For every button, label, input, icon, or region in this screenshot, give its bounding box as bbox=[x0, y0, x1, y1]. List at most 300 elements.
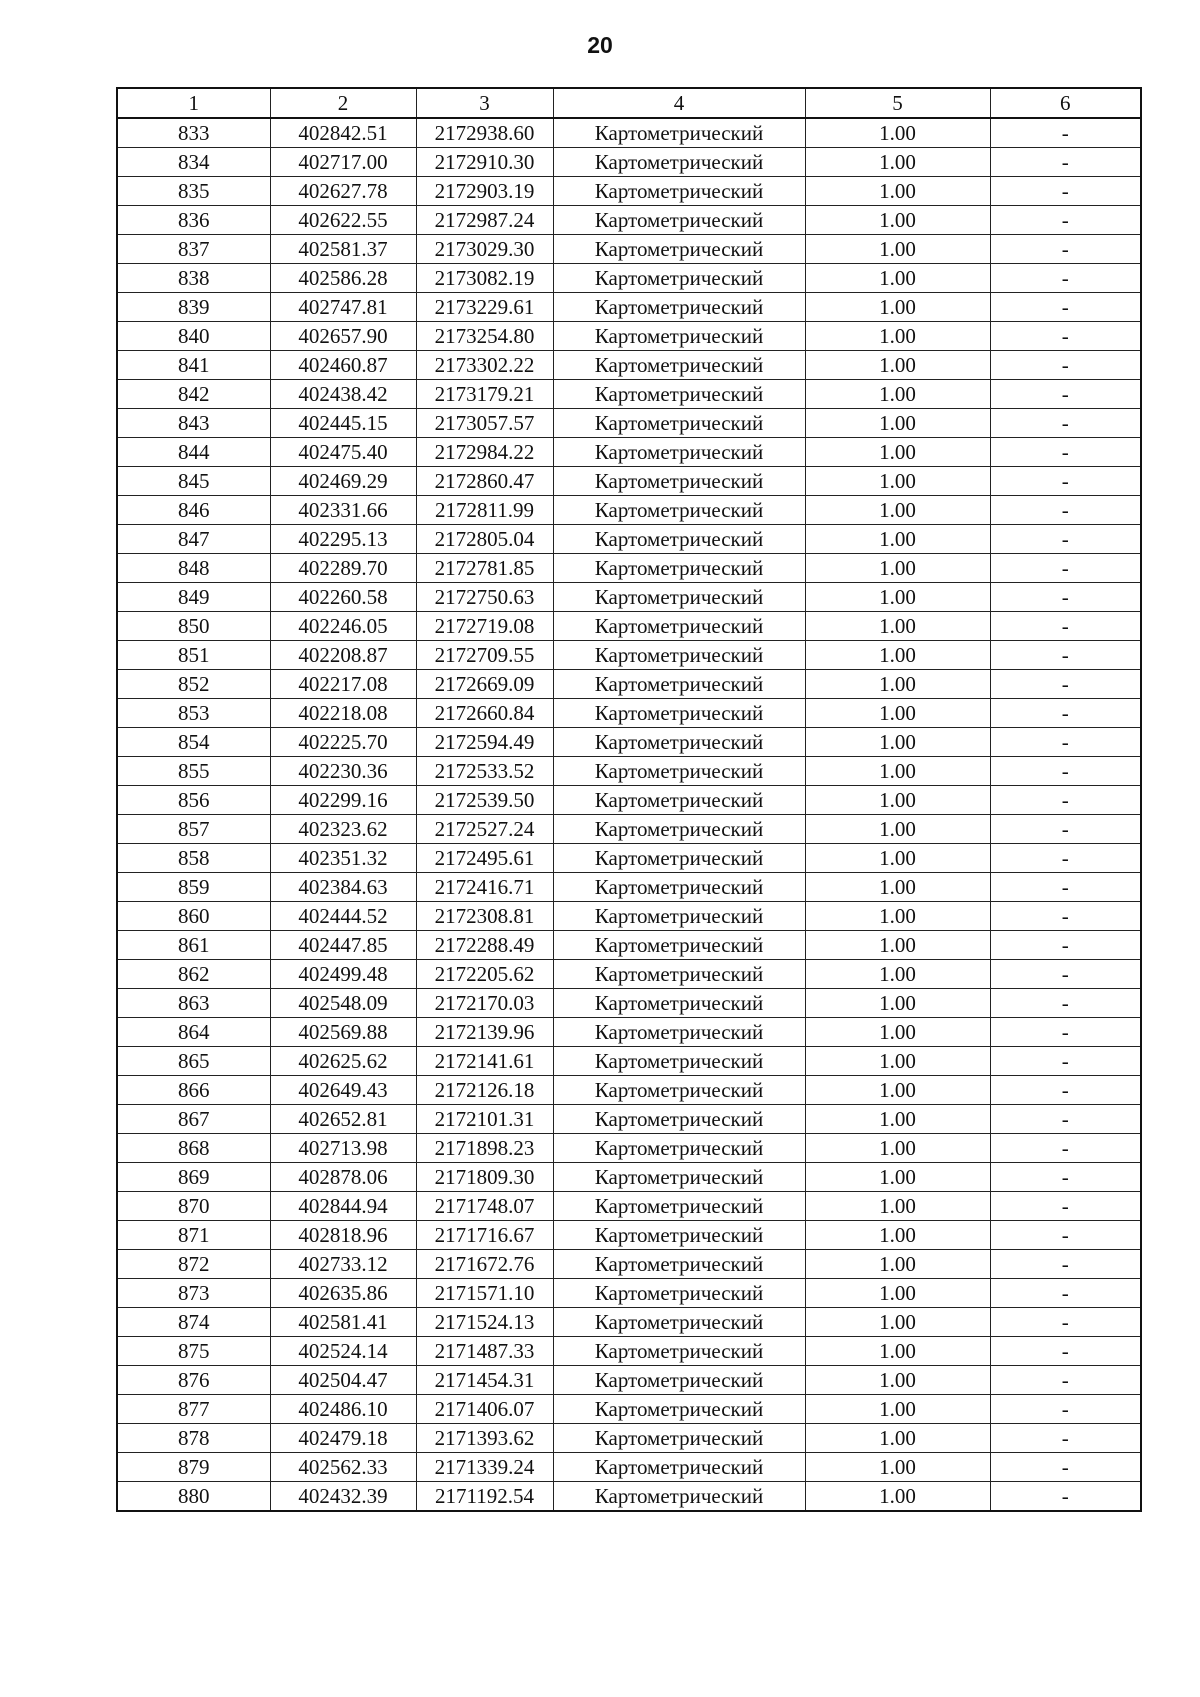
column-header-5: 5 bbox=[805, 88, 990, 118]
method-cell: Картометрический bbox=[553, 1308, 805, 1337]
table-row bbox=[117, 1018, 1141, 1047]
table-row bbox=[117, 844, 1141, 873]
point-number-cell: 849 bbox=[117, 583, 270, 612]
point-number-cell: 834 bbox=[117, 148, 270, 177]
description-cell: - bbox=[990, 322, 1141, 351]
accuracy-cell: 1.00 bbox=[805, 1279, 990, 1308]
point-number-cell: 837 bbox=[117, 235, 270, 264]
point-number-cell: 846 bbox=[117, 496, 270, 525]
point-number-cell: 860 bbox=[117, 902, 270, 931]
y-coordinate-cell: 2172416.71 bbox=[416, 873, 553, 902]
table-row bbox=[117, 786, 1141, 815]
accuracy-cell: 1.00 bbox=[805, 148, 990, 177]
table-row bbox=[117, 612, 1141, 641]
method-cell: Картометрический bbox=[553, 1076, 805, 1105]
x-coordinate-cell: 402747.81 bbox=[270, 293, 416, 322]
description-cell: - bbox=[990, 351, 1141, 380]
point-number-cell: 850 bbox=[117, 612, 270, 641]
table-row bbox=[117, 206, 1141, 235]
x-coordinate-cell: 402842.51 bbox=[270, 118, 416, 148]
x-coordinate-cell: 402548.09 bbox=[270, 989, 416, 1018]
y-coordinate-cell: 2172170.03 bbox=[416, 989, 553, 1018]
point-number-cell: 838 bbox=[117, 264, 270, 293]
x-coordinate-cell: 402323.62 bbox=[270, 815, 416, 844]
point-number-cell: 835 bbox=[117, 177, 270, 206]
accuracy-cell: 1.00 bbox=[805, 1337, 990, 1366]
description-cell: - bbox=[990, 438, 1141, 467]
description-cell: - bbox=[990, 1453, 1141, 1482]
coordinates-table bbox=[116, 87, 1142, 1512]
table-row bbox=[117, 554, 1141, 583]
method-cell: Картометрический bbox=[553, 1424, 805, 1453]
table-row bbox=[117, 1482, 1141, 1512]
table-row bbox=[117, 409, 1141, 438]
description-cell: - bbox=[990, 786, 1141, 815]
point-number-cell: 855 bbox=[117, 757, 270, 786]
description-cell: - bbox=[990, 815, 1141, 844]
description-cell: - bbox=[990, 467, 1141, 496]
x-coordinate-cell: 402432.39 bbox=[270, 1482, 416, 1512]
accuracy-cell: 1.00 bbox=[805, 438, 990, 467]
x-coordinate-cell: 402469.29 bbox=[270, 467, 416, 496]
y-coordinate-cell: 2172903.19 bbox=[416, 177, 553, 206]
accuracy-cell: 1.00 bbox=[805, 1192, 990, 1221]
description-cell: - bbox=[990, 1047, 1141, 1076]
point-number-cell: 839 bbox=[117, 293, 270, 322]
method-cell: Картометрический bbox=[553, 1047, 805, 1076]
table-row bbox=[117, 1424, 1141, 1453]
y-coordinate-cell: 2172984.22 bbox=[416, 438, 553, 467]
accuracy-cell: 1.00 bbox=[805, 1395, 990, 1424]
x-coordinate-cell: 402331.66 bbox=[270, 496, 416, 525]
method-cell: Картометрический bbox=[553, 1250, 805, 1279]
description-cell: - bbox=[990, 293, 1141, 322]
x-coordinate-cell: 402733.12 bbox=[270, 1250, 416, 1279]
x-coordinate-cell: 402447.85 bbox=[270, 931, 416, 960]
y-coordinate-cell: 2171339.24 bbox=[416, 1453, 553, 1482]
description-cell: - bbox=[990, 206, 1141, 235]
table-row bbox=[117, 728, 1141, 757]
method-cell: Картометрический bbox=[553, 931, 805, 960]
description-cell: - bbox=[990, 496, 1141, 525]
point-number-cell: 841 bbox=[117, 351, 270, 380]
description-cell: - bbox=[990, 699, 1141, 728]
point-number-cell: 847 bbox=[117, 525, 270, 554]
x-coordinate-cell: 402818.96 bbox=[270, 1221, 416, 1250]
accuracy-cell: 1.00 bbox=[805, 989, 990, 1018]
method-cell: Картометрический bbox=[553, 380, 805, 409]
y-coordinate-cell: 2171393.62 bbox=[416, 1424, 553, 1453]
table-row bbox=[117, 960, 1141, 989]
method-cell: Картометрический bbox=[553, 815, 805, 844]
table-row bbox=[117, 1105, 1141, 1134]
y-coordinate-cell: 2172539.50 bbox=[416, 786, 553, 815]
y-coordinate-cell: 2172205.62 bbox=[416, 960, 553, 989]
x-coordinate-cell: 402581.37 bbox=[270, 235, 416, 264]
method-cell: Картометрический bbox=[553, 1221, 805, 1250]
x-coordinate-cell: 402581.41 bbox=[270, 1308, 416, 1337]
y-coordinate-cell: 2172533.52 bbox=[416, 757, 553, 786]
accuracy-cell: 1.00 bbox=[805, 931, 990, 960]
table-row bbox=[117, 264, 1141, 293]
table-row bbox=[117, 902, 1141, 931]
table-row bbox=[117, 931, 1141, 960]
accuracy-cell: 1.00 bbox=[805, 757, 990, 786]
x-coordinate-cell: 402652.81 bbox=[270, 1105, 416, 1134]
point-number-cell: 853 bbox=[117, 699, 270, 728]
point-number-cell: 858 bbox=[117, 844, 270, 873]
x-coordinate-cell: 402260.58 bbox=[270, 583, 416, 612]
x-coordinate-cell: 402351.32 bbox=[270, 844, 416, 873]
page-number: 20 bbox=[587, 32, 613, 58]
method-cell: Картометрический bbox=[553, 1279, 805, 1308]
method-cell: Картометрический bbox=[553, 699, 805, 728]
accuracy-cell: 1.00 bbox=[805, 699, 990, 728]
header-row bbox=[117, 88, 1141, 118]
accuracy-cell: 1.00 bbox=[805, 612, 990, 641]
column-header-6: 6 bbox=[990, 88, 1141, 118]
description-cell: - bbox=[990, 728, 1141, 757]
point-number-cell: 879 bbox=[117, 1453, 270, 1482]
point-number-cell: 871 bbox=[117, 1221, 270, 1250]
method-cell: Картометрический bbox=[553, 148, 805, 177]
y-coordinate-cell: 2171487.33 bbox=[416, 1337, 553, 1366]
method-cell: Картометрический bbox=[553, 438, 805, 467]
y-coordinate-cell: 2172719.08 bbox=[416, 612, 553, 641]
description-cell: - bbox=[990, 1279, 1141, 1308]
point-number-cell: 868 bbox=[117, 1134, 270, 1163]
column-header-3: 3 bbox=[416, 88, 553, 118]
accuracy-cell: 1.00 bbox=[805, 815, 990, 844]
accuracy-cell: 1.00 bbox=[805, 583, 990, 612]
point-number-cell: 842 bbox=[117, 380, 270, 409]
table-row bbox=[117, 1453, 1141, 1482]
table-body bbox=[117, 118, 1141, 1511]
point-number-cell: 843 bbox=[117, 409, 270, 438]
description-cell: - bbox=[990, 177, 1141, 206]
point-number-cell: 857 bbox=[117, 815, 270, 844]
method-cell: Картометрический bbox=[553, 1337, 805, 1366]
method-cell: Картометрический bbox=[553, 989, 805, 1018]
accuracy-cell: 1.00 bbox=[805, 1308, 990, 1337]
point-number-cell: 845 bbox=[117, 467, 270, 496]
table-row bbox=[117, 670, 1141, 699]
table-row bbox=[117, 351, 1141, 380]
method-cell: Картометрический bbox=[553, 409, 805, 438]
y-coordinate-cell: 2171192.54 bbox=[416, 1482, 553, 1512]
y-coordinate-cell: 2173179.21 bbox=[416, 380, 553, 409]
y-coordinate-cell: 2173029.30 bbox=[416, 235, 553, 264]
table-row bbox=[117, 293, 1141, 322]
point-number-cell: 840 bbox=[117, 322, 270, 351]
y-coordinate-cell: 2172141.61 bbox=[416, 1047, 553, 1076]
point-number-cell: 833 bbox=[117, 118, 270, 148]
description-cell: - bbox=[990, 1134, 1141, 1163]
point-number-cell: 852 bbox=[117, 670, 270, 699]
y-coordinate-cell: 2173057.57 bbox=[416, 409, 553, 438]
description-cell: - bbox=[990, 1221, 1141, 1250]
method-cell: Картометрический bbox=[553, 118, 805, 148]
table-row bbox=[117, 699, 1141, 728]
point-number-cell: 863 bbox=[117, 989, 270, 1018]
point-number-cell: 880 bbox=[117, 1482, 270, 1512]
point-number-cell: 859 bbox=[117, 873, 270, 902]
description-cell: - bbox=[990, 1018, 1141, 1047]
x-coordinate-cell: 402445.15 bbox=[270, 409, 416, 438]
description-cell: - bbox=[990, 757, 1141, 786]
description-cell: - bbox=[990, 1192, 1141, 1221]
table-row bbox=[117, 873, 1141, 902]
x-coordinate-cell: 402217.08 bbox=[270, 670, 416, 699]
y-coordinate-cell: 2172139.96 bbox=[416, 1018, 553, 1047]
accuracy-cell: 1.00 bbox=[805, 1424, 990, 1453]
y-coordinate-cell: 2171898.23 bbox=[416, 1134, 553, 1163]
x-coordinate-cell: 402486.10 bbox=[270, 1395, 416, 1424]
description-cell: - bbox=[990, 380, 1141, 409]
y-coordinate-cell: 2172750.63 bbox=[416, 583, 553, 612]
accuracy-cell: 1.00 bbox=[805, 1163, 990, 1192]
accuracy-cell: 1.00 bbox=[805, 1047, 990, 1076]
table-row bbox=[117, 1337, 1141, 1366]
description-cell: - bbox=[990, 1076, 1141, 1105]
table-row bbox=[117, 235, 1141, 264]
method-cell: Картометрический bbox=[553, 467, 805, 496]
method-cell: Картометрический bbox=[553, 1482, 805, 1512]
description-cell: - bbox=[990, 1308, 1141, 1337]
table-row bbox=[117, 1366, 1141, 1395]
y-coordinate-cell: 2172660.84 bbox=[416, 699, 553, 728]
method-cell: Картометрический bbox=[553, 728, 805, 757]
description-cell: - bbox=[990, 612, 1141, 641]
y-coordinate-cell: 2171406.07 bbox=[416, 1395, 553, 1424]
method-cell: Картометрический bbox=[553, 351, 805, 380]
point-number-cell: 875 bbox=[117, 1337, 270, 1366]
method-cell: Картометрический bbox=[553, 757, 805, 786]
point-number-cell: 865 bbox=[117, 1047, 270, 1076]
column-header-1: 1 bbox=[117, 88, 270, 118]
table-row bbox=[117, 1192, 1141, 1221]
accuracy-cell: 1.00 bbox=[805, 380, 990, 409]
accuracy-cell: 1.00 bbox=[805, 670, 990, 699]
x-coordinate-cell: 402569.88 bbox=[270, 1018, 416, 1047]
description-cell: - bbox=[990, 554, 1141, 583]
y-coordinate-cell: 2172308.81 bbox=[416, 902, 553, 931]
method-cell: Картометрический bbox=[553, 206, 805, 235]
accuracy-cell: 1.00 bbox=[805, 293, 990, 322]
method-cell: Картометрический bbox=[553, 960, 805, 989]
y-coordinate-cell: 2172527.24 bbox=[416, 815, 553, 844]
description-cell: - bbox=[990, 525, 1141, 554]
method-cell: Картометрический bbox=[553, 844, 805, 873]
accuracy-cell: 1.00 bbox=[805, 1366, 990, 1395]
table-row bbox=[117, 1308, 1141, 1337]
method-cell: Картометрический bbox=[553, 1105, 805, 1134]
accuracy-cell: 1.00 bbox=[805, 1134, 990, 1163]
method-cell: Картометрический bbox=[553, 873, 805, 902]
table-row bbox=[117, 583, 1141, 612]
y-coordinate-cell: 2172495.61 bbox=[416, 844, 553, 873]
accuracy-cell: 1.00 bbox=[805, 409, 990, 438]
accuracy-cell: 1.00 bbox=[805, 1221, 990, 1250]
x-coordinate-cell: 402878.06 bbox=[270, 1163, 416, 1192]
description-cell: - bbox=[990, 873, 1141, 902]
y-coordinate-cell: 2172288.49 bbox=[416, 931, 553, 960]
method-cell: Картометрический bbox=[553, 1134, 805, 1163]
method-cell: Картометрический bbox=[553, 1018, 805, 1047]
description-cell: - bbox=[990, 148, 1141, 177]
accuracy-cell: 1.00 bbox=[805, 467, 990, 496]
y-coordinate-cell: 2172781.85 bbox=[416, 554, 553, 583]
method-cell: Картометрический bbox=[553, 554, 805, 583]
point-number-cell: 836 bbox=[117, 206, 270, 235]
accuracy-cell: 1.00 bbox=[805, 177, 990, 206]
description-cell: - bbox=[990, 118, 1141, 148]
x-coordinate-cell: 402384.63 bbox=[270, 873, 416, 902]
point-number-cell: 869 bbox=[117, 1163, 270, 1192]
point-number-cell: 856 bbox=[117, 786, 270, 815]
y-coordinate-cell: 2172811.99 bbox=[416, 496, 553, 525]
method-cell: Картометрический bbox=[553, 525, 805, 554]
y-coordinate-cell: 2172987.24 bbox=[416, 206, 553, 235]
method-cell: Картометрический bbox=[553, 264, 805, 293]
table-row bbox=[117, 496, 1141, 525]
x-coordinate-cell: 402208.87 bbox=[270, 641, 416, 670]
y-coordinate-cell: 2172669.09 bbox=[416, 670, 553, 699]
description-cell: - bbox=[990, 1163, 1141, 1192]
table-header bbox=[117, 88, 1141, 118]
point-number-cell: 864 bbox=[117, 1018, 270, 1047]
x-coordinate-cell: 402499.48 bbox=[270, 960, 416, 989]
method-cell: Картометрический bbox=[553, 612, 805, 641]
point-number-cell: 854 bbox=[117, 728, 270, 757]
y-coordinate-cell: 2171672.76 bbox=[416, 1250, 553, 1279]
accuracy-cell: 1.00 bbox=[805, 728, 990, 757]
description-cell: - bbox=[990, 264, 1141, 293]
x-coordinate-cell: 402475.40 bbox=[270, 438, 416, 467]
y-coordinate-cell: 2172594.49 bbox=[416, 728, 553, 757]
x-coordinate-cell: 402295.13 bbox=[270, 525, 416, 554]
description-cell: - bbox=[990, 960, 1141, 989]
description-cell: - bbox=[990, 989, 1141, 1018]
y-coordinate-cell: 2171571.10 bbox=[416, 1279, 553, 1308]
table-row bbox=[117, 1250, 1141, 1279]
method-cell: Картометрический bbox=[553, 670, 805, 699]
point-number-cell: 878 bbox=[117, 1424, 270, 1453]
y-coordinate-cell: 2172101.31 bbox=[416, 1105, 553, 1134]
accuracy-cell: 1.00 bbox=[805, 641, 990, 670]
y-coordinate-cell: 2172126.18 bbox=[416, 1076, 553, 1105]
accuracy-cell: 1.00 bbox=[805, 1076, 990, 1105]
x-coordinate-cell: 402444.52 bbox=[270, 902, 416, 931]
description-cell: - bbox=[990, 641, 1141, 670]
x-coordinate-cell: 402479.18 bbox=[270, 1424, 416, 1453]
accuracy-cell: 1.00 bbox=[805, 496, 990, 525]
accuracy-cell: 1.00 bbox=[805, 873, 990, 902]
x-coordinate-cell: 402717.00 bbox=[270, 148, 416, 177]
point-number-cell: 866 bbox=[117, 1076, 270, 1105]
point-number-cell: 876 bbox=[117, 1366, 270, 1395]
point-number-cell: 851 bbox=[117, 641, 270, 670]
x-coordinate-cell: 402657.90 bbox=[270, 322, 416, 351]
point-number-cell: 848 bbox=[117, 554, 270, 583]
x-coordinate-cell: 402460.87 bbox=[270, 351, 416, 380]
x-coordinate-cell: 402586.28 bbox=[270, 264, 416, 293]
method-cell: Картометрический bbox=[553, 902, 805, 931]
table-row bbox=[117, 177, 1141, 206]
y-coordinate-cell: 2173082.19 bbox=[416, 264, 553, 293]
point-number-cell: 867 bbox=[117, 1105, 270, 1134]
y-coordinate-cell: 2172709.55 bbox=[416, 641, 553, 670]
table-row bbox=[117, 757, 1141, 786]
y-coordinate-cell: 2171809.30 bbox=[416, 1163, 553, 1192]
description-cell: - bbox=[990, 931, 1141, 960]
table-row bbox=[117, 438, 1141, 467]
y-coordinate-cell: 2171524.13 bbox=[416, 1308, 553, 1337]
point-number-cell: 872 bbox=[117, 1250, 270, 1279]
table-row bbox=[117, 1047, 1141, 1076]
x-coordinate-cell: 402524.14 bbox=[270, 1337, 416, 1366]
method-cell: Картометрический bbox=[553, 641, 805, 670]
table-row bbox=[117, 1279, 1141, 1308]
table-row bbox=[117, 1076, 1141, 1105]
description-cell: - bbox=[990, 1337, 1141, 1366]
table-row bbox=[117, 322, 1141, 351]
point-number-cell: 874 bbox=[117, 1308, 270, 1337]
accuracy-cell: 1.00 bbox=[805, 206, 990, 235]
method-cell: Картометрический bbox=[553, 1395, 805, 1424]
method-cell: Картометрический bbox=[553, 1163, 805, 1192]
point-number-cell: 844 bbox=[117, 438, 270, 467]
x-coordinate-cell: 402625.62 bbox=[270, 1047, 416, 1076]
accuracy-cell: 1.00 bbox=[805, 235, 990, 264]
method-cell: Картометрический bbox=[553, 1453, 805, 1482]
table-row bbox=[117, 467, 1141, 496]
method-cell: Картометрический bbox=[553, 322, 805, 351]
accuracy-cell: 1.00 bbox=[805, 525, 990, 554]
accuracy-cell: 1.00 bbox=[805, 118, 990, 148]
x-coordinate-cell: 402299.16 bbox=[270, 786, 416, 815]
y-coordinate-cell: 2171454.31 bbox=[416, 1366, 553, 1395]
table-row bbox=[117, 1163, 1141, 1192]
method-cell: Картометрический bbox=[553, 1366, 805, 1395]
table-row bbox=[117, 380, 1141, 409]
description-cell: - bbox=[990, 1366, 1141, 1395]
description-cell: - bbox=[990, 1424, 1141, 1453]
x-coordinate-cell: 402504.47 bbox=[270, 1366, 416, 1395]
point-number-cell: 862 bbox=[117, 960, 270, 989]
table-row bbox=[117, 1221, 1141, 1250]
x-coordinate-cell: 402230.36 bbox=[270, 757, 416, 786]
accuracy-cell: 1.00 bbox=[805, 960, 990, 989]
x-coordinate-cell: 402627.78 bbox=[270, 177, 416, 206]
x-coordinate-cell: 402649.43 bbox=[270, 1076, 416, 1105]
description-cell: - bbox=[990, 1482, 1141, 1512]
accuracy-cell: 1.00 bbox=[805, 1250, 990, 1279]
y-coordinate-cell: 2172938.60 bbox=[416, 118, 553, 148]
column-header-2: 2 bbox=[270, 88, 416, 118]
table-row bbox=[117, 1395, 1141, 1424]
table-row bbox=[117, 525, 1141, 554]
description-cell: - bbox=[990, 1395, 1141, 1424]
table-row bbox=[117, 815, 1141, 844]
method-cell: Картометрический bbox=[553, 786, 805, 815]
x-coordinate-cell: 402844.94 bbox=[270, 1192, 416, 1221]
x-coordinate-cell: 402562.33 bbox=[270, 1453, 416, 1482]
x-coordinate-cell: 402438.42 bbox=[270, 380, 416, 409]
description-cell: - bbox=[990, 235, 1141, 264]
column-header-4: 4 bbox=[553, 88, 805, 118]
method-cell: Картометрический bbox=[553, 293, 805, 322]
